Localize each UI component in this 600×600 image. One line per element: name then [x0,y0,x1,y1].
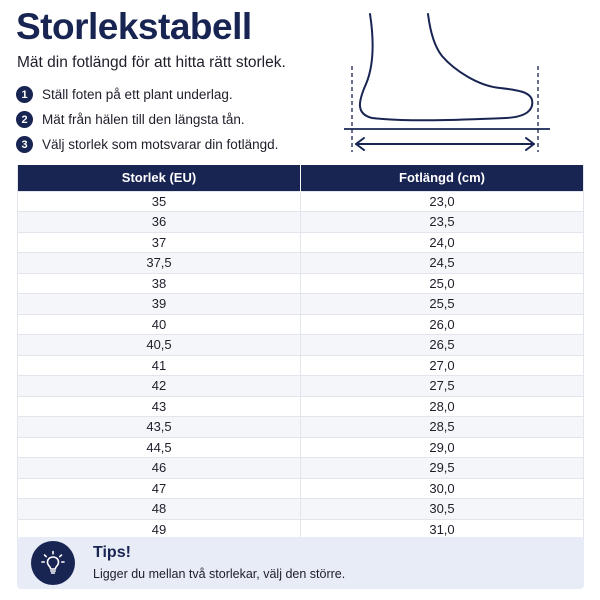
step-number-badge: 2 [16,111,33,128]
table-row [18,458,584,479]
cell-size: 43 [18,396,301,417]
cell-size: 40,5 [18,335,301,356]
table-row [18,437,584,458]
column-header-size: Storlek (EU) [18,165,301,191]
cell-foot-length: 23,0 [301,191,584,212]
cell-size: 41 [18,355,301,376]
step-1 [16,85,278,104]
cell-foot-length: 29,0 [301,437,584,458]
table-row [18,314,584,335]
cell-foot-length: 25,5 [301,294,584,315]
step-number-badge: 3 [16,136,33,153]
cell-foot-length: 30,5 [301,499,584,520]
table-row [18,191,584,212]
cell-size: 48 [18,499,301,520]
table-row [18,355,584,376]
tip-box [17,537,584,589]
cell-foot-length: 27,0 [301,355,584,376]
table-row [18,232,584,253]
step-number-badge: 1 [16,86,33,103]
cell-size: 46 [18,458,301,479]
step-2 [16,110,278,129]
step-text: Ställ foten på ett plant underlag. [42,87,233,102]
page-subtitle: Mät din fotlängd för att hitta rätt storlek. [17,54,286,71]
step-text: Mät från hälen till den längsta tån. [42,112,245,127]
cell-foot-length: 25,0 [301,273,584,294]
cell-size: 44,5 [18,437,301,458]
cell-foot-length: 24,5 [301,253,584,274]
tip-text: Ligger du mellan två storlekar, välj den större. [93,567,346,581]
table-row [18,294,584,315]
table-row [18,273,584,294]
cell-size: 47 [18,478,301,499]
cell-size: 35 [18,191,301,212]
cell-foot-length: 29,5 [301,458,584,479]
cell-foot-length: 27,5 [301,376,584,397]
page-title: Storlekstabell [16,6,252,47]
cell-size: 37 [18,232,301,253]
cell-foot-length: 31,0 [301,519,584,540]
cell-foot-length: 26,0 [301,314,584,335]
cell-size: 38 [18,273,301,294]
cell-size: 39 [18,294,301,315]
cell-foot-length: 28,5 [301,417,584,438]
cell-size: 37,5 [18,253,301,274]
cell-foot-length: 28,0 [301,396,584,417]
table-row [18,212,584,233]
cell-size: 49 [18,519,301,540]
cell-size: 43,5 [18,417,301,438]
foot-measurement-illustration [338,10,560,158]
lightbulb-icon [31,541,75,585]
table-header-row [18,165,584,191]
table-row [18,499,584,520]
cell-size: 42 [18,376,301,397]
column-header-foot-length: Fotlängd (cm) [301,165,584,191]
size-chart-table [17,165,584,540]
step-text: Välj storlek som motsvarar din fotlängd. [42,137,279,152]
tip-title: Tips! [93,544,131,561]
table-row [18,478,584,499]
cell-foot-length: 26,5 [301,335,584,356]
cell-foot-length: 23,5 [301,212,584,233]
table-row [18,335,584,356]
table-row [18,396,584,417]
table-row [18,253,584,274]
cell-foot-length: 30,0 [301,478,584,499]
table-row [18,376,584,397]
cell-size: 40 [18,314,301,335]
cell-size: 36 [18,212,301,233]
double-arrow-icon [356,138,534,150]
table-row [18,417,584,438]
cell-foot-length: 24,0 [301,232,584,253]
instruction-steps [16,85,278,160]
foot-outline-icon [360,14,532,120]
step-3 [16,135,278,154]
